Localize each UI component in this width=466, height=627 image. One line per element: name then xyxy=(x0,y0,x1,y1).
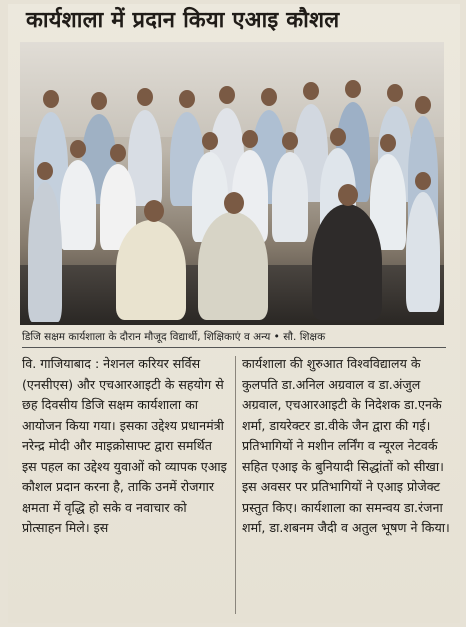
article-text-right: कार्यशाला की शुरुआत विश्वविद्यालय के कुलपति डा.अनिल अग्रवाल व डा.अंजुल अग्रवाल, एचआरआइटी के निदेशक डा.एनके शर्मा, डायरेक्टर डा.वीके जैन द्वारा की गई। प्रतिभागियों ने मशीन लर्निंग व न्यूरल नेटवर्क सहित एआइ के बुनियादी सिद्धांतों को सीखा। इस अवसर पर प्रतिभागियों ने एआइ प्रोजेक्ट प्रस्तुत किए। कार्यशाला का समन्वय डा.रंजना शर्मा, डा.शबनम जैदी व अतुल भूषण ने किया। xyxy=(242,356,450,535)
photo-person-head xyxy=(387,84,403,102)
photo-person-head xyxy=(338,184,358,206)
photo-person-head xyxy=(179,90,195,108)
photo-person-head xyxy=(144,200,164,222)
photo-seated-person xyxy=(116,220,186,320)
photo-person-head xyxy=(224,192,244,214)
photo-person-head xyxy=(110,144,126,162)
photo-person-head xyxy=(415,96,431,114)
article-column-right xyxy=(242,354,452,539)
photo-person-head xyxy=(261,88,277,106)
photo-person-head xyxy=(202,132,218,150)
headline: कार्यशाला में प्रदान किया एआइ कौशल xyxy=(26,8,340,33)
article-text-left: वि. गाजियाबाद : नेशनल करियर सर्विस (एनसीएस) और एचआरआइटी के सहयोग से छह दिवसीय डिजि सक्षम कार्यशाला का आयोजन किया गया। इसका उद्देश्य प्रधानमंत्री नरेन्द्र मोदी और माइक्रोसाफ्ट द्वारा समर्थित इस पहल का उद्देश्य युवाओं को व्यापक एआइ कौशल प्रदान करना है, ताकि उनमें रोजगार क्षमता में वृद्धि हो सके व नवाचार को प्रोत्साहन मिले। इस xyxy=(22,356,227,535)
photo-person-head xyxy=(91,92,107,110)
photo-person-head xyxy=(380,134,396,152)
photo-person xyxy=(60,160,96,250)
photo-seated-person xyxy=(198,212,268,320)
photo-person-head xyxy=(303,82,319,100)
photo-caption: डिजि सक्षम कार्यशाला के दौरान मौजूद विद्यार्थी, शिक्षिकाएं व अन्य • सौ. शिक्षक xyxy=(22,329,446,348)
photo-person-head xyxy=(282,132,298,150)
photo-person-head xyxy=(345,80,361,98)
photo-person-head xyxy=(242,130,258,148)
photo-person-head xyxy=(37,162,53,180)
photo-person-head xyxy=(219,86,235,104)
photo-person xyxy=(406,192,440,312)
photo-seated-person xyxy=(312,204,382,320)
photo-person-head xyxy=(70,140,86,158)
photo-person-head xyxy=(43,90,59,108)
column-divider xyxy=(235,356,236,614)
photo-person-head xyxy=(330,128,346,146)
photo-person xyxy=(28,182,62,322)
photo-person-head xyxy=(137,88,153,106)
photo-person xyxy=(272,152,308,242)
photo-person-head xyxy=(415,172,431,190)
article-column-left xyxy=(22,354,228,539)
group-photo xyxy=(20,42,444,325)
